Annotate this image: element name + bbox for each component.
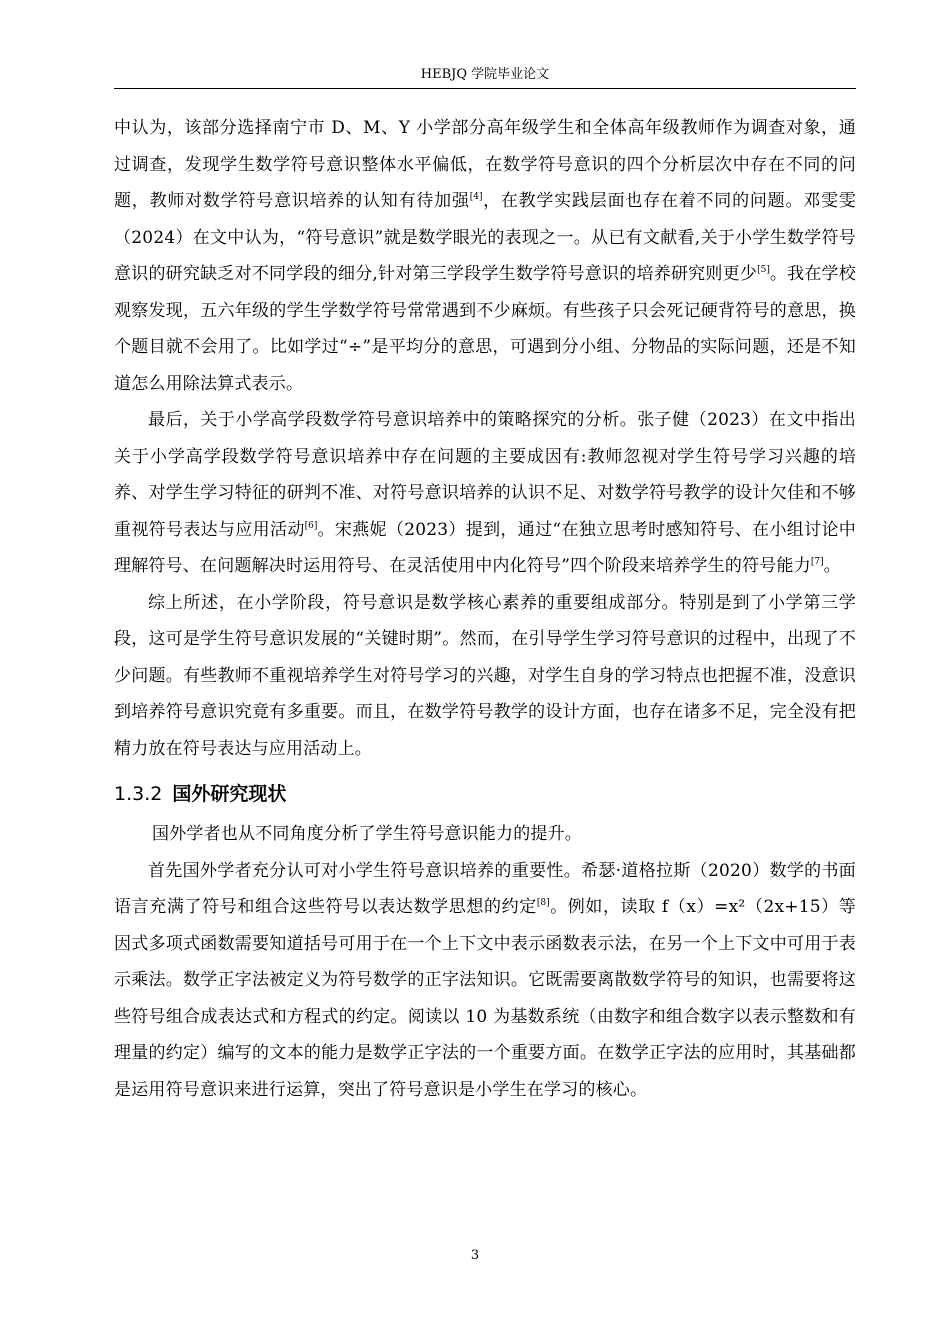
paragraph-foreign-importance: [114, 853, 856, 1109]
section-heading: [114, 774, 856, 814]
paragraph-domestic-findings: [114, 110, 856, 402]
page-header: [114, 66, 856, 89]
header-title: HEBJQ 学院毕业论文: [420, 67, 550, 82]
citation-ref: [6]: [304, 520, 318, 531]
paragraph-text: 最后，关于小学高学段数学符号意识培养中的策略探究的分析。张子健（2023）在文中指出关于小学高学段数学符号意识培养中存在问题的主要成因有:教师忽视对学生符号学习兴趣的培养、对学生学习特征的研判不准、对符号意识培养的认识不足、对数学符号教学的设计欠佳和不够重视符号表达与应用活动: [114, 410, 856, 540]
paragraph-text: ，在教学实践层面也存在着不同的问题。邓雯雯（2024）在文中认为，“符号意识”就是数学眼光的表现之一。从已有文献看,关于小学生数学符号意识的研究缺乏对不同学段的细分,针对第三学段学生数学符号意识的培养研究则更少: [114, 191, 857, 284]
citation-ref: [8]: [536, 898, 550, 908]
paragraph-text: 首先国外学者充分认可对小学生符号意识培养的重要性。希瑟·道格拉斯（2020）数学的书面语言充满了符号和组合这些符号以表达数学思想的约定: [114, 860, 856, 917]
section-title: 国外研究现状: [172, 783, 287, 805]
citation-ref: [7]: [810, 557, 824, 567]
paragraph-foreign-intro: [114, 816, 856, 853]
paragraph-text: 中认为，该部分选择南宁市 D、M、Y 小学部分高年级学生和全体高年级教师作为调查对象，通过调查，发现学生数学符号意识整体水平偏低，在数学符号意识的四个分析层次中存在不同的问题，教师对数学符号意识培养的认知有待加强: [114, 118, 856, 211]
paragraph-summary: [114, 585, 856, 768]
citation-ref: [4]: [469, 192, 483, 202]
paragraph-text: 国外学者也从不同角度分析了学生符号意识能力的提升。: [152, 824, 582, 844]
paragraph-text: 。例如，读取 f（x）=x²（2x+15）等因式多项式函数需要知道括号可用于在一个上下文中表示函数表示法，在另一个上下文中可用于表示乘法。数学正字法被定义为符号数学的正字法知识。它既需要离散数学符号的知识，也需要将这些符号组合成表达式和方程式的约定。阅读以 10 为基数系统（由数字和组合数字以表示整数和有理量的约定）编写的文本的能力是数学正字法的一个重要方面。在数学正字法的应用时，其基础都是运用符号意识来进行运算，突出了符号意识是小学生在学习的核心。: [114, 897, 856, 1100]
paragraph-strategy-analysis: [114, 402, 856, 585]
paragraph-text: 。宋燕妮（2023）提到，通过“在独立思考时感知符号、在小组讨论中理解符号、在问题解决时运用符号、在灵活使用中内化符号”四个阶段来培养学生的符号能力: [114, 519, 856, 576]
paragraph-text: 综上所述，在小学阶段，符号意识是数学核心素养的重要组成部分。特别是到了小学第三学段，这可是学生符号意识发展的“关键时期”。然而，在引导学生学习符号意识的过程中，出现了不少问题。有些教师不重视培养学生对符号学习的兴趣，对学生自身的学习特点也把握不准，没意识到培养符号意识究竟有多重要。而且，在数学符号教学的设计方面，也存在诸多不足，完全没有把精力放在符号表达与应用活动上。: [114, 592, 856, 759]
paragraph-text: 。: [823, 556, 841, 576]
page-number: 3: [470, 1248, 480, 1263]
page-body: [114, 110, 856, 1108]
citation-ref: [5]: [757, 265, 770, 275]
section-number: 1.3.2: [114, 783, 163, 805]
paragraph-text: 。我在学校观察发现，五六年级的学生学数学符号常常遇到不少麻烦。有些孩子只会死记硬背符号的意思，换个题目就不会用了。比如学过“÷”是平均分的意思，可遇到分小组、分物品的实际问题，还是不知道怎么用除法算式表示。: [114, 264, 856, 394]
